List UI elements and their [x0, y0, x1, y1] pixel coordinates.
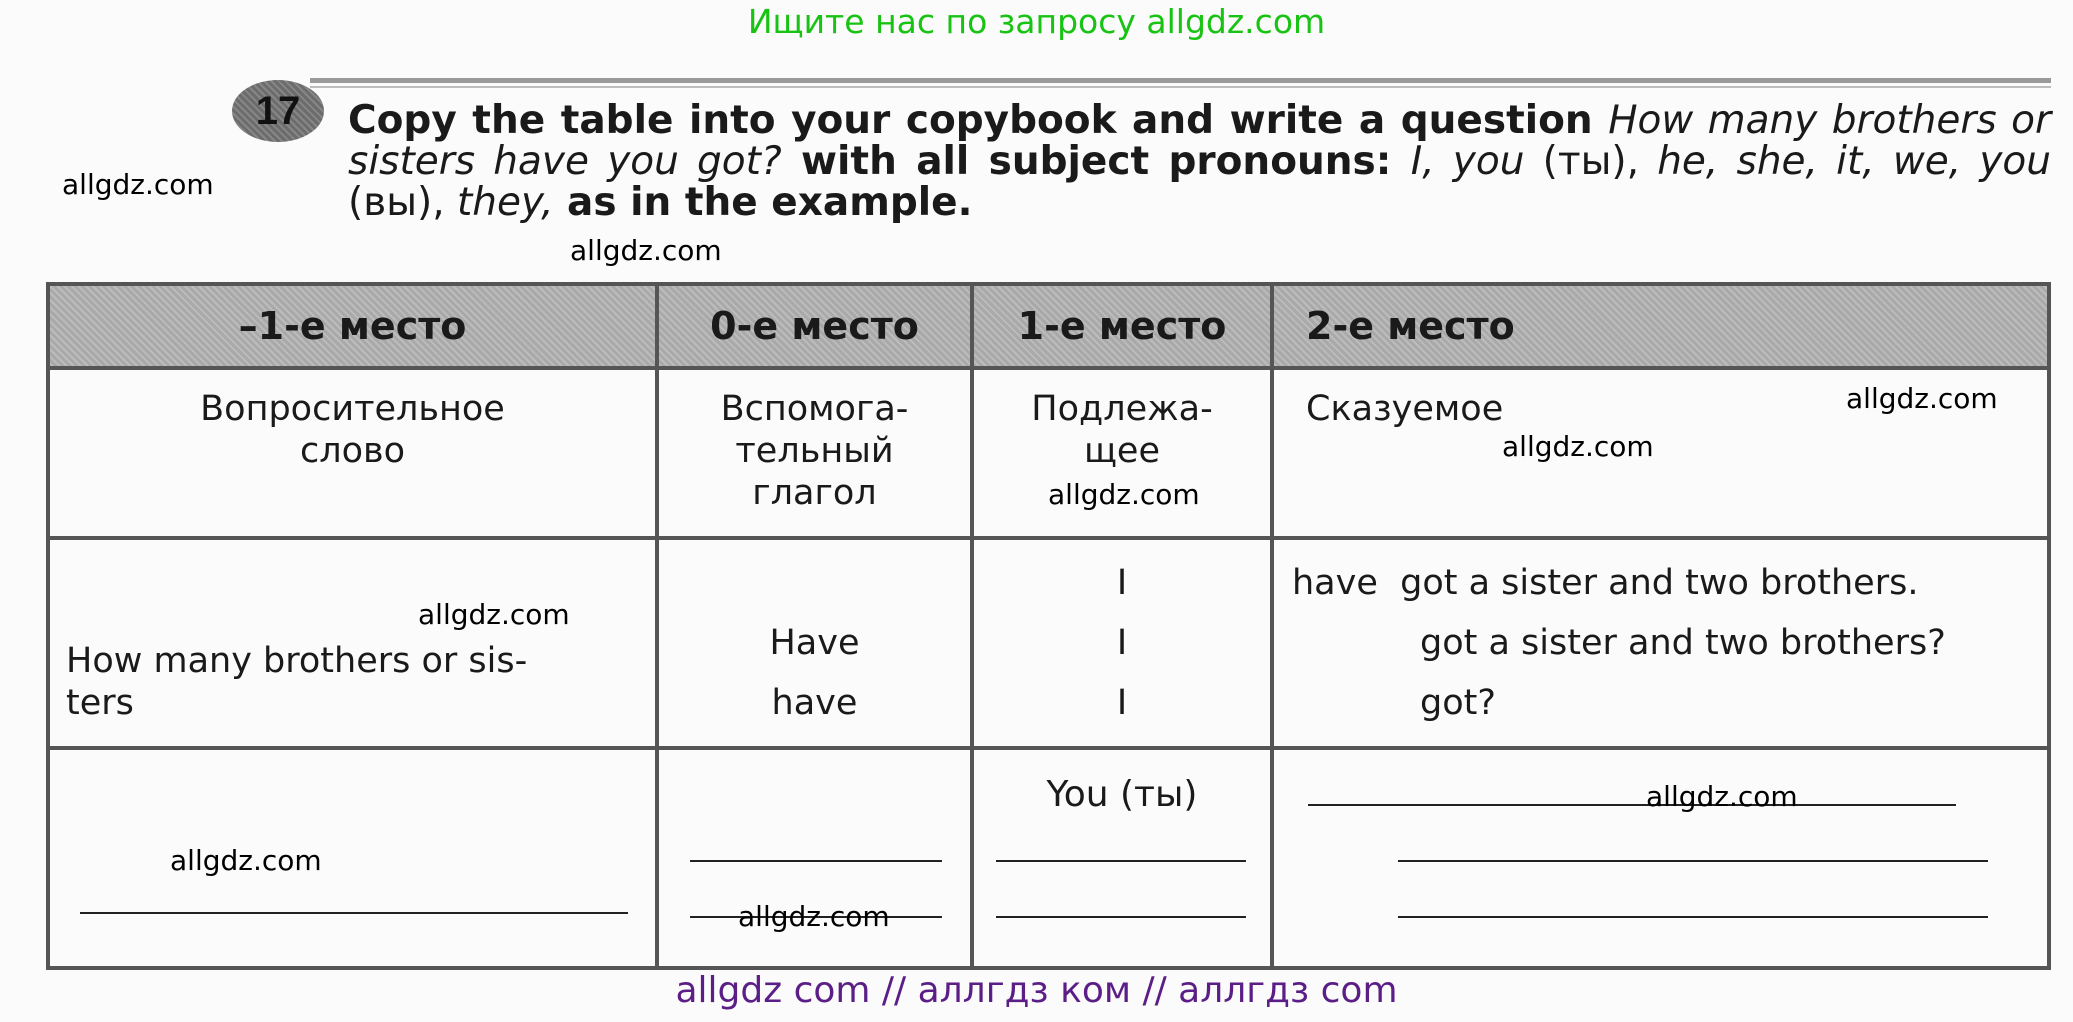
table-border-right — [2047, 282, 2051, 970]
exercise-number: 17 — [255, 88, 301, 133]
label-question-word — [50, 388, 655, 472]
top-rule — [310, 78, 2051, 83]
instruction-italic-4: he, she, it, we, you — [1657, 139, 2051, 184]
header-0: 0-е место — [710, 304, 919, 348]
blank-predicate-1[interactable] — [1308, 804, 1956, 806]
instruction-line-1 — [348, 100, 2051, 141]
blank-aux-1[interactable] — [690, 860, 942, 862]
watermark-bottom: allgdz com // аллгдз ком // аллгдз com — [675, 970, 1398, 1011]
watermark-site: allgdz.com — [170, 844, 322, 877]
example-question-word-l1: How many brothers or sis- — [66, 641, 528, 681]
watermark-site: allgdz.com — [1646, 780, 1798, 813]
header-1: 1-е место — [1017, 304, 1227, 348]
example-predicate-1: have got a sister and two brothers. — [1292, 563, 1919, 603]
watermark-site: allgdz.com — [62, 168, 214, 201]
table-border-left — [46, 282, 50, 970]
next-subject-you: You (ты) — [1046, 774, 1198, 815]
instruction-bold-1: Copy the table into your copybook and write a question — [348, 98, 1609, 143]
instruction-line-2 — [348, 141, 2051, 182]
watermark-site: allgdz.com — [738, 900, 890, 933]
example-predicate-2: got a sister and two brothers? — [1420, 623, 1946, 663]
blank-subject-2[interactable] — [996, 916, 1246, 918]
label-question-word-l2: слово — [299, 431, 406, 471]
table-line-header — [46, 366, 2051, 370]
blank-question-word[interactable] — [80, 912, 628, 914]
blank-subject-1[interactable] — [996, 860, 1246, 862]
watermark-site: allgdz.com — [418, 598, 570, 631]
watermark-site: allgdz.com — [570, 234, 722, 267]
label-predicate: Сказуемое — [1306, 389, 1504, 429]
example-predicate-3: got? — [1420, 683, 1496, 723]
watermark-site: allgdz.com — [1846, 382, 1998, 415]
example-subject-1: I — [1116, 563, 1128, 603]
instruction-italic-1: How many brothers or — [1608, 98, 2051, 143]
label-auxiliary — [659, 388, 970, 514]
label-question-word-l1: Вопросительное — [200, 389, 505, 429]
label-auxiliary-l2: тельный — [735, 431, 894, 471]
example-aux-2: have — [771, 683, 858, 723]
instruction-plain-1: (ты), — [1524, 139, 1658, 184]
label-auxiliary-l3: глагол — [752, 473, 877, 513]
instruction-line-3 — [348, 182, 2051, 223]
example-question-word — [66, 640, 646, 724]
exercise-number-badge — [232, 80, 324, 142]
label-subject-l2: щее — [1083, 431, 1161, 471]
label-subject-l1: Подлежа- — [1031, 389, 1213, 429]
instruction-italic-2: sisters have you got? — [348, 139, 782, 184]
blank-predicate-3[interactable] — [1398, 916, 1988, 918]
exercise-instruction — [348, 100, 2051, 223]
watermark-site: allgdz.com — [1048, 478, 1200, 511]
instruction-bold-3: as in the example. — [553, 180, 973, 225]
label-auxiliary-l1: Вспомога- — [720, 389, 909, 429]
instruction-bold-2: with all subject pronouns: — [781, 139, 1411, 184]
blank-predicate-2[interactable] — [1398, 860, 1988, 862]
example-subject-2: I — [1116, 623, 1128, 663]
header-minus-1: –1-е место — [238, 304, 467, 348]
instruction-italic-5: they, — [457, 180, 554, 225]
watermark-site: allgdz.com — [1502, 430, 1654, 463]
example-question-word-l2: ters — [66, 683, 134, 723]
example-aux-1: Have — [769, 623, 860, 663]
table-line-labels — [46, 536, 2051, 540]
watermark-top: Ищите нас по запросу allgdz.com — [747, 2, 1326, 41]
table-line-example — [46, 746, 2051, 750]
example-subject-3: I — [1116, 683, 1128, 723]
instruction-italic-3: I, you — [1410, 139, 1525, 184]
instruction-plain-2: (вы), — [348, 180, 458, 225]
label-subject — [974, 388, 1270, 472]
grammar-table — [46, 282, 2051, 970]
header-2: 2-е место — [1306, 304, 1515, 348]
table-col-line-3 — [1270, 282, 1274, 970]
top-rule-thin — [310, 86, 2051, 88]
